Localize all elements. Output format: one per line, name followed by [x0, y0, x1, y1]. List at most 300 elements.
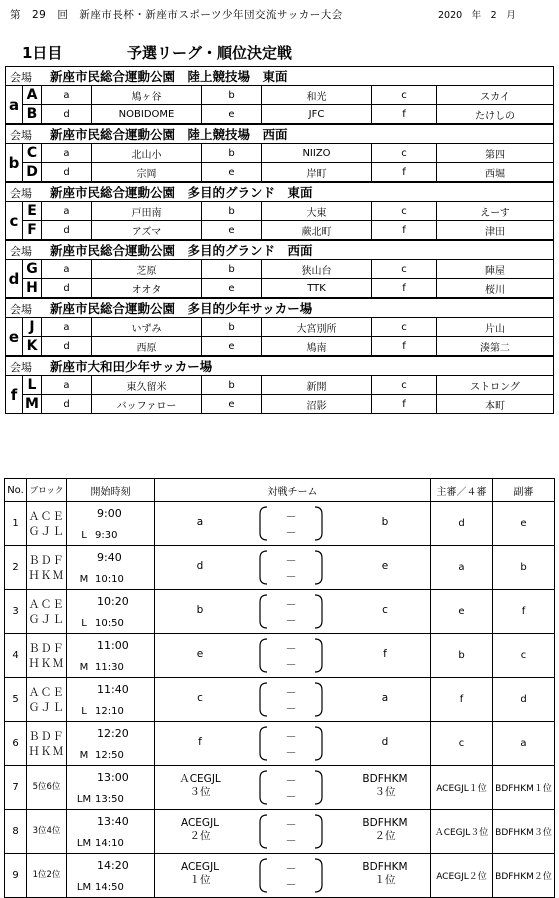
home-team-rank: ３位	[189, 786, 211, 798]
team-name: 新開	[262, 376, 372, 395]
block-letter: a	[6, 86, 23, 125]
referee: b	[431, 634, 493, 678]
venue-label: 会場	[10, 303, 32, 316]
team-name: 狭山台	[262, 260, 372, 279]
home-team	[155, 604, 245, 617]
home-team-name: ACEGJL	[180, 817, 220, 829]
group-row	[6, 202, 554, 221]
block-line-1: ＡＣＥ	[28, 597, 65, 611]
team-name: 西堀	[437, 163, 554, 183]
venue-row	[6, 124, 554, 144]
away-team-name: BDFHKM	[362, 773, 408, 785]
matchup-cell	[155, 766, 431, 810]
assistant-referee: BDFHKM１位	[493, 766, 555, 810]
start-time: 11:00	[97, 639, 129, 652]
match-blocks	[27, 546, 67, 590]
venue-row	[6, 356, 554, 376]
home-team	[155, 560, 245, 573]
team-name: 大宮別所	[262, 318, 372, 337]
away-team	[340, 560, 430, 573]
block-letter: c	[6, 202, 23, 241]
team-slot: d	[42, 279, 92, 299]
team-name: ストロング	[437, 376, 554, 395]
home-team-name: ACEGJL	[180, 861, 220, 873]
score-away: －	[285, 834, 297, 847]
away-team-name: a	[381, 692, 389, 704]
referee: f	[431, 678, 493, 722]
venue-name: 新座市民総合運動公園 陸上競技場 西面	[50, 127, 288, 142]
groups-table-container	[5, 66, 553, 414]
team-slot: f	[372, 337, 437, 357]
group-row	[6, 163, 554, 183]
home-team-name: b	[196, 604, 204, 616]
venue-cell	[6, 124, 554, 144]
venue-cell	[6, 240, 554, 260]
start-time: 9:40	[97, 551, 122, 564]
team-slot: a	[42, 202, 92, 221]
away-team-rank: １位	[374, 874, 396, 886]
field-code: LM	[76, 882, 92, 893]
assistant-referee: e	[493, 502, 555, 546]
assistant-referee: a	[493, 722, 555, 766]
score-home: －	[285, 730, 297, 743]
venue-name: 新座市民総合運動公園 陸上競技場 東面	[50, 69, 288, 84]
away-team-name: c	[382, 604, 388, 616]
away-team-name: b	[381, 516, 389, 528]
match-number: 5	[5, 678, 27, 722]
group-row	[6, 221, 554, 241]
team-name: 片山	[437, 318, 554, 337]
kickoff-cell	[67, 766, 155, 810]
team-slot: d	[42, 395, 92, 414]
away-team-name: BDFHKM	[362, 817, 408, 829]
groups-table	[5, 66, 554, 414]
away-team-name: e	[381, 560, 389, 572]
away-team	[340, 773, 430, 799]
score-bracket	[259, 682, 323, 717]
group-row	[6, 260, 554, 279]
score-bracket	[259, 814, 323, 849]
home-team	[155, 817, 245, 843]
field-code: L	[81, 618, 87, 629]
second-time: 14:50	[95, 882, 124, 893]
score-away: －	[285, 878, 297, 891]
score-away: －	[285, 526, 297, 539]
referee: ACEGJL２位	[431, 854, 493, 898]
score-away: －	[285, 570, 297, 583]
home-team-name: f	[198, 736, 202, 748]
home-team-name: e	[196, 648, 204, 660]
team-name: オオタ	[92, 279, 202, 299]
match-row	[5, 854, 555, 898]
group-row	[6, 86, 554, 105]
home-team-rank: １位	[189, 874, 211, 886]
score-home: －	[285, 686, 297, 699]
venue-name: 新座市民総合運動公園 多目的少年サッカー場	[50, 301, 313, 316]
kickoff-cell	[67, 502, 155, 546]
block-line-1: ＢＤＦ	[28, 729, 65, 743]
group-row	[6, 376, 554, 395]
second-time: 14:10	[95, 838, 124, 849]
group-row	[6, 337, 554, 357]
schedule-table-container	[4, 478, 554, 898]
venue-row	[6, 240, 554, 260]
match-number: 4	[5, 634, 27, 678]
venue-label: 会場	[10, 187, 32, 200]
score-away: －	[285, 746, 297, 759]
match-blocks	[27, 678, 67, 722]
team-slot: c	[372, 144, 437, 163]
match-number: 8	[5, 810, 27, 854]
header-referee: 主審／４審	[431, 479, 493, 502]
venue-label: 会場	[10, 361, 32, 374]
team-slot: a	[42, 376, 92, 395]
match-blocks	[27, 854, 67, 898]
team-name: 芝原	[92, 260, 202, 279]
team-name: 第四	[437, 144, 554, 163]
team-name: 大東	[262, 202, 372, 221]
away-team-name: f	[383, 648, 387, 660]
group-letter: E	[23, 202, 42, 221]
venue-cell	[6, 356, 554, 376]
venue-name: 新座市民総合運動公園 多目的グランド 東面	[50, 185, 313, 200]
team-slot: c	[372, 260, 437, 279]
score-bracket	[259, 858, 323, 893]
matchup-cell	[155, 854, 431, 898]
team-slot: f	[372, 279, 437, 299]
team-name: 鳩南	[262, 337, 372, 357]
team-slot: d	[42, 105, 92, 125]
match-number: 3	[5, 590, 27, 634]
second-time: 11:30	[95, 662, 124, 673]
score-home: －	[285, 642, 297, 655]
block-line-2: ＧＪＬ	[28, 700, 65, 714]
referee: c	[431, 722, 493, 766]
team-slot: a	[42, 260, 92, 279]
team-slot: c	[372, 376, 437, 395]
start-time: 10:20	[97, 595, 129, 608]
team-slot: f	[372, 395, 437, 414]
match-number: 6	[5, 722, 27, 766]
second-time: 13:50	[95, 794, 124, 805]
team-name: 湊第二	[437, 337, 554, 357]
matchup-cell	[155, 590, 431, 634]
match-row	[5, 766, 555, 810]
field-code: M	[79, 750, 89, 761]
score-bracket	[259, 770, 323, 805]
group-row	[6, 395, 554, 414]
home-team	[155, 861, 245, 887]
venue-label: 会場	[10, 245, 32, 258]
away-team	[340, 516, 430, 529]
match-row	[5, 678, 555, 722]
matchup-cell	[155, 722, 431, 766]
block-line-2: ＧＪＬ	[28, 612, 65, 626]
home-team	[155, 736, 245, 749]
referee: ACEGJL１位	[431, 766, 493, 810]
team-slot: f	[372, 105, 437, 125]
group-letter: J	[23, 318, 42, 337]
score-bracket	[259, 506, 323, 541]
block-line-1: 1位2位	[32, 870, 61, 880]
header-no: No.	[5, 479, 27, 502]
venue-cell	[6, 298, 554, 318]
team-name: 陣屋	[437, 260, 554, 279]
kickoff-cell	[67, 678, 155, 722]
team-slot: c	[372, 86, 437, 105]
header-match: 対戦チーム	[155, 479, 431, 502]
team-slot: b	[202, 144, 262, 163]
group-letter: K	[23, 337, 42, 357]
team-name: たけしの	[437, 105, 554, 125]
group-letter: D	[23, 163, 42, 183]
referee: d	[431, 502, 493, 546]
team-slot: a	[42, 318, 92, 337]
team-slot: f	[372, 221, 437, 241]
score-away: －	[285, 702, 297, 715]
block-line-1: ＡＣＥ	[28, 685, 65, 699]
kickoff-cell	[67, 546, 155, 590]
stage-label: 予選リーグ・順位決定戦	[127, 44, 293, 62]
team-name: アズマ	[92, 221, 202, 241]
team-name: バッファロー	[92, 395, 202, 414]
team-name: 蕨北町	[262, 221, 372, 241]
away-team-rank: ２位	[374, 830, 396, 842]
team-name: 和光	[262, 86, 372, 105]
start-time: 12:20	[97, 727, 129, 740]
schedule-table	[4, 478, 555, 898]
block-line-1: 3位4位	[32, 826, 61, 836]
matchup-cell	[155, 810, 431, 854]
day-label: 1日目	[22, 44, 63, 62]
match-blocks	[27, 634, 67, 678]
start-time: 9:00	[97, 507, 122, 520]
team-slot: c	[372, 318, 437, 337]
second-time: 9:30	[95, 530, 118, 541]
block-line-1: ＡＣＥ	[28, 509, 65, 523]
group-letter: G	[23, 260, 42, 279]
match-number: 9	[5, 854, 27, 898]
document-date: 2020 年 2 月	[438, 10, 516, 21]
kickoff-cell	[67, 810, 155, 854]
match-row	[5, 502, 555, 546]
start-time: 11:40	[97, 683, 129, 696]
team-slot: b	[202, 202, 262, 221]
away-team-name: d	[381, 736, 389, 748]
section-title	[22, 42, 292, 63]
field-code: L	[81, 530, 87, 541]
block-line-2: ＨＫＭ	[28, 568, 65, 582]
score-away: －	[285, 790, 297, 803]
assistant-referee: d	[493, 678, 555, 722]
team-slot: b	[202, 376, 262, 395]
match-row	[5, 634, 555, 678]
match-row	[5, 546, 555, 590]
group-letter: A	[23, 86, 42, 105]
assistant-referee: BDFHKM３位	[493, 810, 555, 854]
score-away: －	[285, 614, 297, 627]
score-bracket	[259, 594, 323, 629]
group-letter: M	[23, 395, 42, 414]
score-bracket	[259, 726, 323, 761]
home-team-name: a	[196, 516, 204, 528]
group-row	[6, 105, 554, 125]
team-slot: a	[42, 86, 92, 105]
group-letter: H	[23, 279, 42, 299]
score-bracket	[259, 550, 323, 585]
away-team-rank: ３位	[374, 786, 396, 798]
team-name: NOBIDOME	[92, 105, 202, 125]
away-team	[340, 861, 430, 887]
team-slot: e	[202, 395, 262, 414]
start-time: 13:00	[97, 771, 129, 784]
team-name: NIIZO	[262, 144, 372, 163]
team-name: えーす	[437, 202, 554, 221]
team-slot: f	[372, 163, 437, 183]
score-home: －	[285, 510, 297, 523]
group-row	[6, 144, 554, 163]
matchup-cell	[155, 546, 431, 590]
field-code: M	[79, 574, 89, 585]
header-time: 開始時刻	[67, 479, 155, 502]
assistant-referee: f	[493, 590, 555, 634]
score-home: －	[285, 818, 297, 831]
block-line-1: ＢＤＦ	[28, 553, 65, 567]
score-home: －	[285, 554, 297, 567]
team-slot: e	[202, 163, 262, 183]
referee: e	[431, 590, 493, 634]
group-letter: F	[23, 221, 42, 241]
team-slot: b	[202, 318, 262, 337]
team-slot: e	[202, 221, 262, 241]
score-home: －	[285, 774, 297, 787]
team-name: 鳩ヶ谷	[92, 86, 202, 105]
team-slot: e	[202, 337, 262, 357]
second-time: 12:50	[95, 750, 124, 761]
match-row	[5, 590, 555, 634]
match-number: 7	[5, 766, 27, 810]
score-home: －	[285, 598, 297, 611]
second-time: 10:10	[95, 574, 124, 585]
venue-row	[6, 298, 554, 318]
home-team-name: ＡCEGJL	[179, 773, 221, 785]
matchup-cell	[155, 502, 431, 546]
team-slot: d	[42, 221, 92, 241]
away-team	[340, 736, 430, 749]
group-row	[6, 318, 554, 337]
block-line-1: 5位6位	[32, 782, 61, 792]
matchup-cell	[155, 678, 431, 722]
header-block: ブロック	[27, 479, 67, 502]
kickoff-cell	[67, 854, 155, 898]
start-time: 13:40	[97, 815, 129, 828]
match-blocks	[27, 502, 67, 546]
team-name: TTK	[262, 279, 372, 299]
home-team	[155, 692, 245, 705]
match-number: 1	[5, 502, 27, 546]
team-name: 岸町	[262, 163, 372, 183]
team-name: 桜川	[437, 279, 554, 299]
home-team	[155, 773, 245, 799]
block-line-2: ＨＫＭ	[28, 744, 65, 758]
venue-row	[6, 67, 554, 86]
group-row	[6, 279, 554, 299]
team-name: スカイ	[437, 86, 554, 105]
match-blocks	[27, 590, 67, 634]
assistant-referee: BDFHKM２位	[493, 854, 555, 898]
kickoff-cell	[67, 722, 155, 766]
kickoff-cell	[67, 634, 155, 678]
score-bracket	[259, 638, 323, 673]
team-name: 本町	[437, 395, 554, 414]
team-name: 宗岡	[92, 163, 202, 183]
match-blocks	[27, 810, 67, 854]
block-letter: d	[6, 260, 23, 299]
home-team-name: d	[196, 560, 204, 572]
score-home: －	[285, 862, 297, 875]
team-slot: e	[202, 105, 262, 125]
block-line-2: ＨＫＭ	[28, 656, 65, 670]
assistant-referee: c	[493, 634, 555, 678]
team-name: 東久留米	[92, 376, 202, 395]
team-name: いずみ	[92, 318, 202, 337]
match-blocks	[27, 766, 67, 810]
document-header	[0, 5, 559, 23]
block-letter: e	[6, 318, 23, 357]
team-name: 戸田南	[92, 202, 202, 221]
block-line-1: ＢＤＦ	[28, 641, 65, 655]
away-team	[340, 817, 430, 843]
home-team	[155, 516, 245, 529]
matchup-cell	[155, 634, 431, 678]
away-team	[340, 648, 430, 661]
second-time: 12:10	[95, 706, 124, 717]
team-slot: a	[42, 144, 92, 163]
second-time: 10:50	[95, 618, 124, 629]
team-slot: b	[202, 260, 262, 279]
venue-label: 会場	[10, 129, 32, 142]
away-team	[340, 692, 430, 705]
score-away: －	[285, 658, 297, 671]
schedule-header-row	[5, 479, 555, 502]
field-code: LM	[76, 794, 92, 805]
team-slot: c	[372, 202, 437, 221]
group-letter: L	[23, 376, 42, 395]
block-letter: b	[6, 144, 23, 183]
team-name: 西原	[92, 337, 202, 357]
venue-cell	[6, 182, 554, 202]
team-slot: d	[42, 337, 92, 357]
team-slot: d	[42, 163, 92, 183]
away-team-name: BDFHKM	[362, 861, 408, 873]
home-team-rank: ２位	[189, 830, 211, 842]
kickoff-cell	[67, 590, 155, 634]
field-code: M	[79, 662, 89, 673]
venue-cell	[6, 67, 554, 86]
block-letter: f	[6, 376, 23, 414]
venue-label: 会場	[10, 71, 32, 84]
team-name: 北山小	[92, 144, 202, 163]
start-time: 14:20	[97, 859, 129, 872]
referee: ＡCEGJL３位	[431, 810, 493, 854]
venue-name: 新座市大和田少年サッカー場	[50, 359, 213, 374]
match-number: 2	[5, 546, 27, 590]
field-code: L	[81, 706, 87, 717]
match-row	[5, 722, 555, 766]
team-name: 沼影	[262, 395, 372, 414]
team-name: JFC	[262, 105, 372, 125]
match-row	[5, 810, 555, 854]
